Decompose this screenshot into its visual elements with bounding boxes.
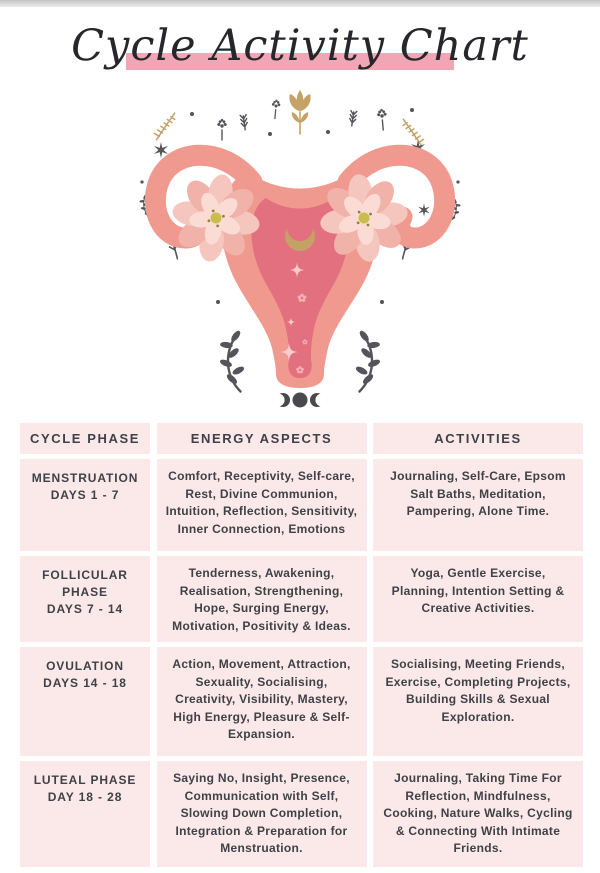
energy-cell: Tenderness, Awakening, Realisation, Strengthening, Hope, Surging Energy, Motivation, Positivity & Ideas. <box>157 556 367 642</box>
gold-fern-icon <box>150 113 182 140</box>
activities-cell: Socialising, Meeting Friends, Exercise, Completing Projects, Building Skills & Sexual Exploration. <box>373 647 583 756</box>
activities-cell: Journaling, Self-Care, Epsom Salt Baths, Meditation, Pampering, Alone Time. <box>373 459 583 551</box>
photo-top-edge <box>0 0 600 7</box>
phase-cell-menstruation <box>20 459 150 551</box>
berry-sprig-icon <box>217 119 226 140</box>
energy-cell: Action, Movement, Attraction, Sexuality, Socialising, Creativity, Visibility, Mastery, High Energy, Pleasure & Self-Expansion. <box>157 647 367 756</box>
page-title: Cycle Activity Chart <box>71 21 529 71</box>
phase-name: OVULATION <box>46 659 124 673</box>
phase-cell-follicular <box>20 556 150 642</box>
phase-days: DAY 18 - 28 <box>47 790 123 804</box>
cycle-table <box>20 423 583 867</box>
phase-name: MENSTRUATION <box>31 471 139 485</box>
energy-cell: Saying No, Insight, Presence, Communication with Self, Slowing Down Completion, Integration & Preparation for Menstruation. <box>157 761 367 867</box>
seed-sprig-icon <box>240 115 248 131</box>
title-section <box>0 14 600 94</box>
gold-fern-icon <box>396 119 428 146</box>
uterus-illustration <box>130 86 470 418</box>
dot <box>140 180 143 183</box>
berry-sprig-icon <box>377 109 388 131</box>
activities-cell: Yoga, Gentle Exercise, Planning, Intention Setting & Creative Activities. <box>373 556 583 642</box>
berry-sprig-icon <box>271 99 281 119</box>
laurel-branch-icon <box>350 329 385 394</box>
triple-moon-icon <box>272 393 328 408</box>
energy-cell: Comfort, Receptivity, Self-care, Rest, Divine Communion, Intuition, Reflection, Sensitivity, Inner Connection, Emotions <box>157 459 367 551</box>
phase-name: FOLLICULAR PHASE <box>42 568 128 599</box>
phase-cell-luteal <box>20 761 150 867</box>
dot <box>268 132 272 136</box>
header-cell-activities: ACTIVITIES <box>373 423 583 454</box>
phase-days: DAYS 1 - 7 <box>50 488 120 502</box>
activities-cell: Journaling, Taking Time For Reflection, Mindfulness, Cooking, Nature Walks, Cycling & Connecting With Intimate Friends. <box>373 761 583 867</box>
star-icon <box>418 203 430 216</box>
laurel-branch-icon <box>215 329 250 394</box>
seed-sprig-icon <box>349 111 357 127</box>
phase-days: DAYS 14 - 18 <box>43 676 127 690</box>
phase-name: LUTEAL PHASE <box>33 773 137 787</box>
phase-cell-ovulation <box>20 647 150 756</box>
dot <box>456 180 459 183</box>
dot <box>190 112 194 116</box>
star-icon <box>154 142 168 158</box>
header-cell-cycle-phase: CYCLE PHASE <box>20 423 150 454</box>
crescent-moon-icon <box>285 215 315 251</box>
phase-days: DAYS 7 - 14 <box>46 602 124 616</box>
gold-tulip-icon <box>289 90 310 134</box>
dot <box>380 300 384 304</box>
dot <box>216 300 220 304</box>
header-cell-energy-aspects: ENERGY ASPECTS <box>157 423 367 454</box>
uterus <box>155 155 444 388</box>
dot <box>326 130 330 134</box>
dot <box>410 108 414 112</box>
